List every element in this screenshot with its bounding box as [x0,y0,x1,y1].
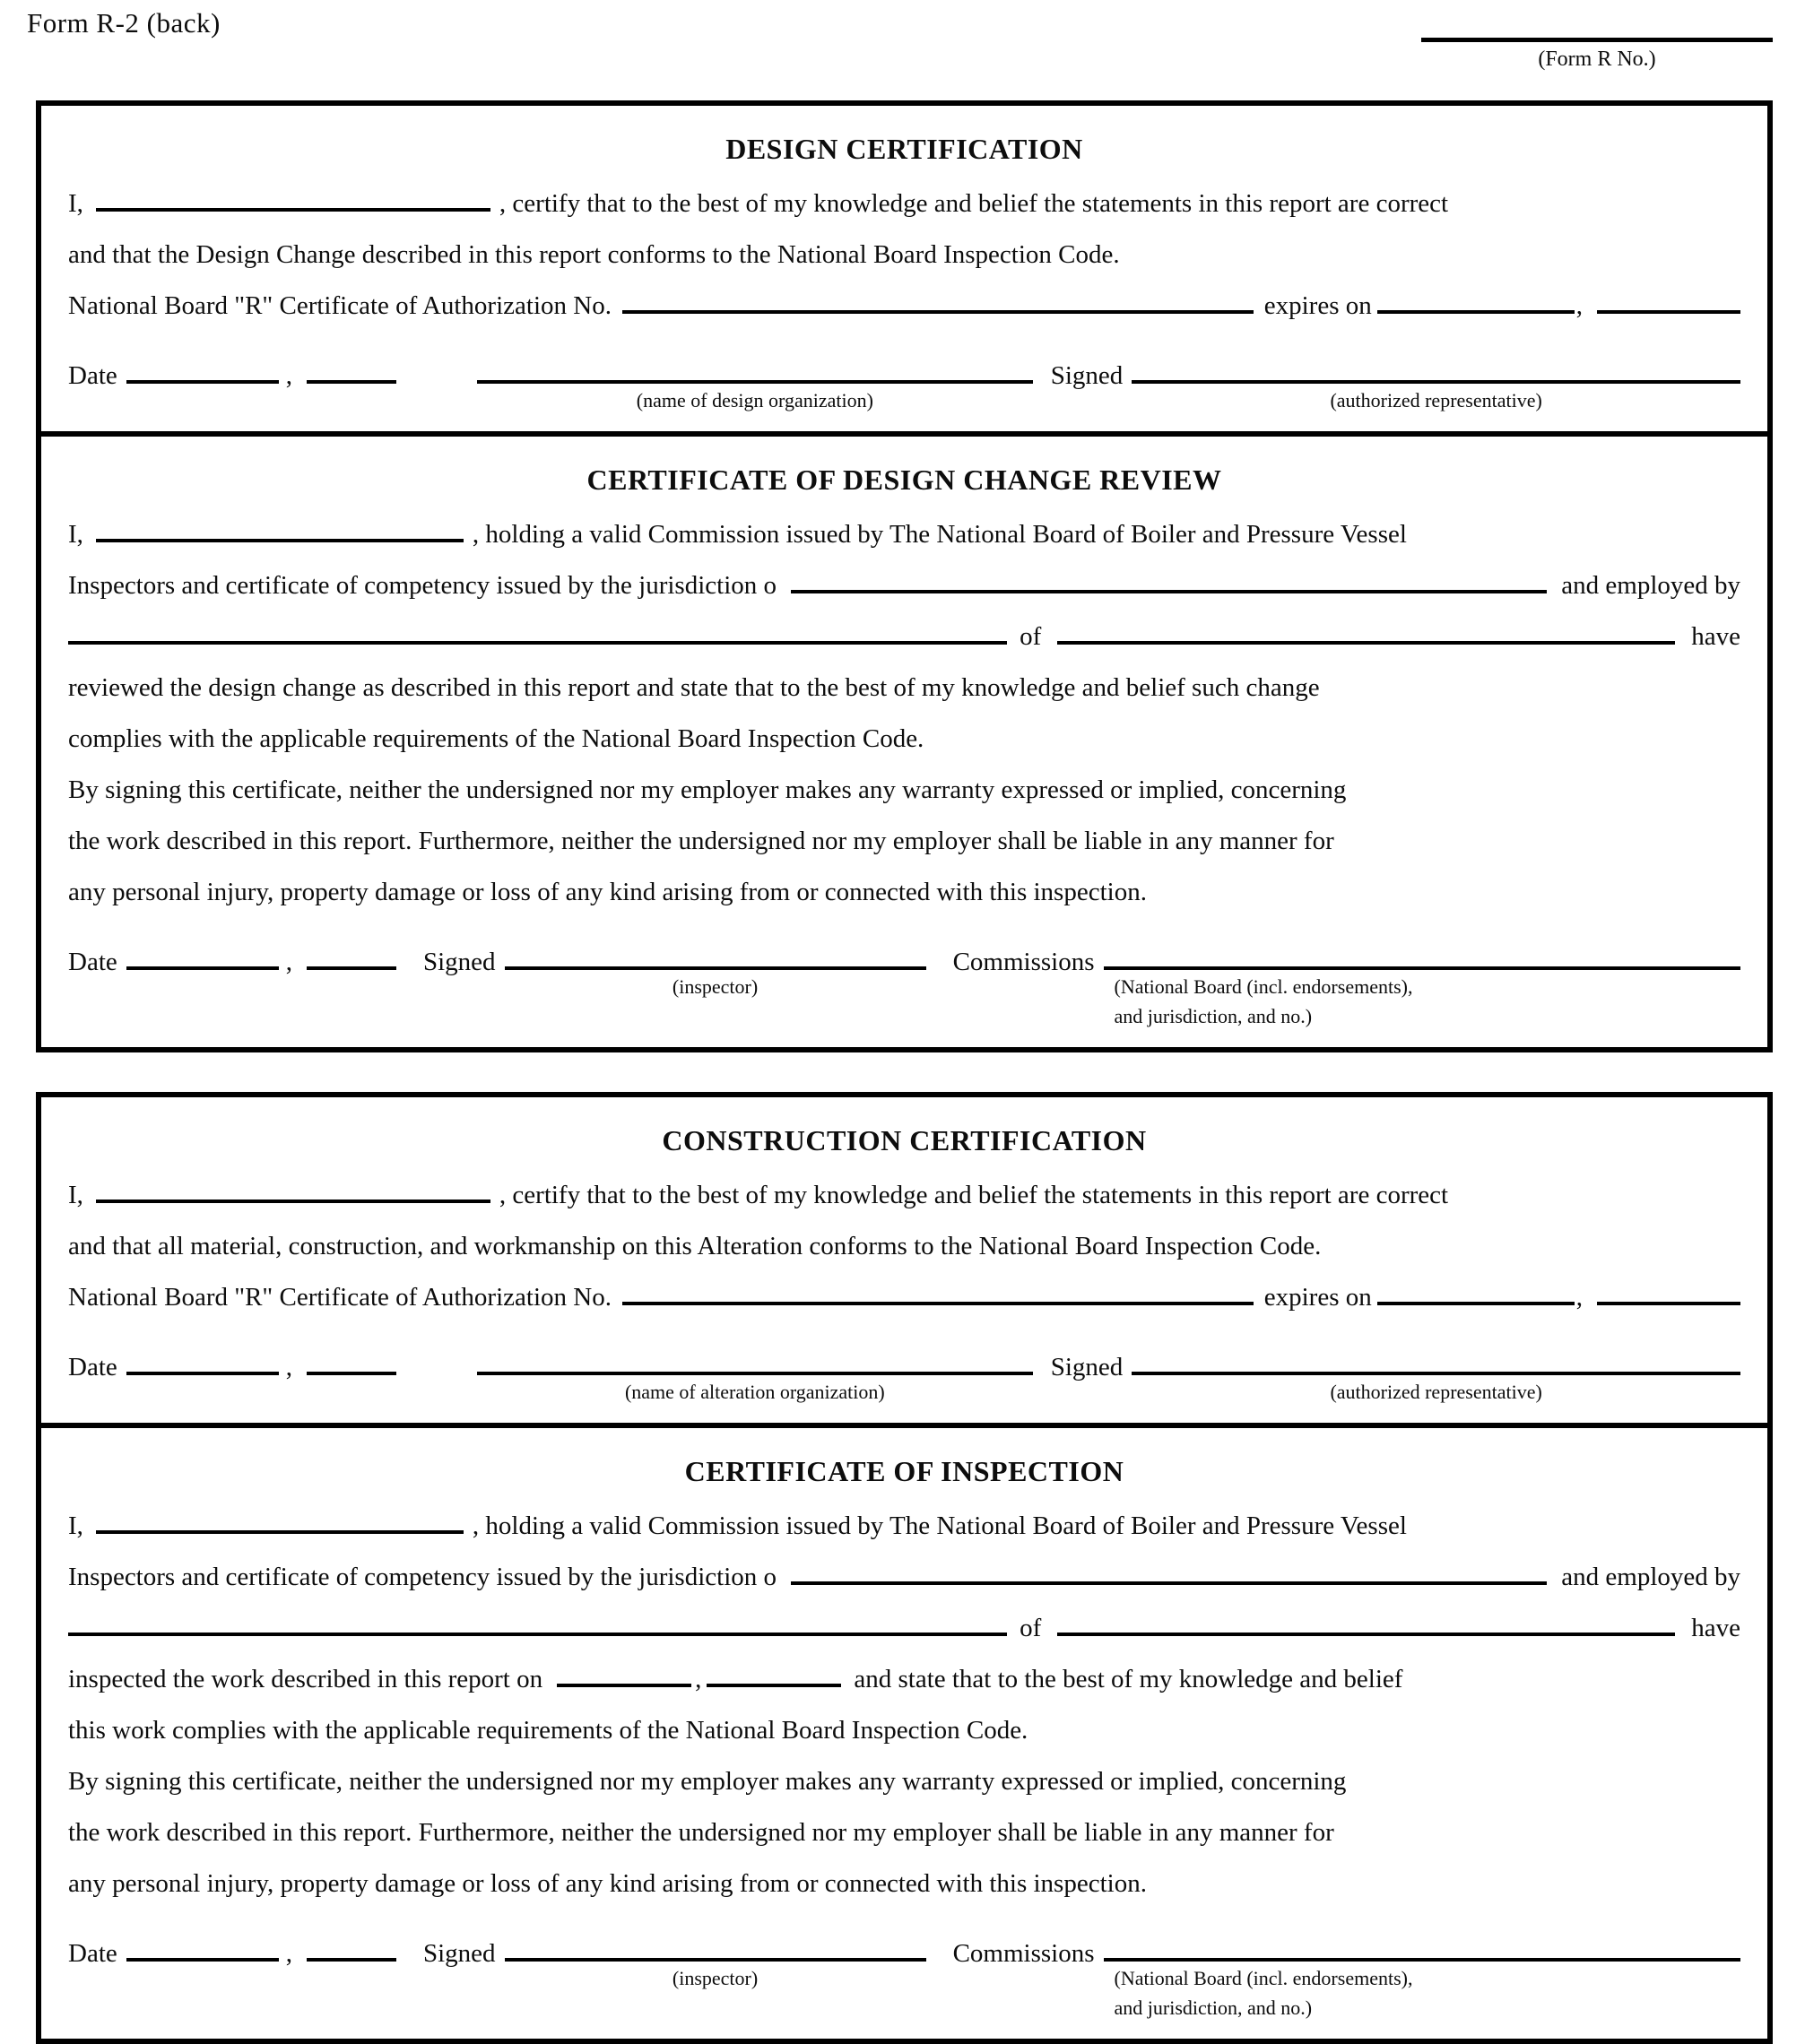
signature-row [68,941,1740,1029]
date-label: Date [68,1939,117,1968]
signature-row [68,1933,1740,2021]
commissions-field [1104,1933,1741,2021]
holding-text: , holding a valid Commission issued by The National Board of Boiler and Pressure Vessel [472,1511,1407,1540]
jurisdiction-text: Inspectors and certificate of competency issued by the jurisdiction o [68,1563,777,1591]
comma: , [1575,291,1583,320]
blank-date-year [307,1933,396,1962]
blank-signed [1132,355,1740,384]
blank-date [126,1933,279,1962]
blank-jurisdiction [791,1556,1547,1585]
page-header [0,0,1805,100]
commissions-caption-2: and jurisdiction, and no.) [1114,1005,1313,1027]
inspected-line [68,1654,1740,1705]
blank-date-year [307,1347,396,1375]
blank-employer [68,616,1007,645]
certificate-of-inspection-title: CERTIFICATE OF INSPECTION [684,1455,1124,1487]
jurisdiction-line [68,560,1740,611]
employer-line [68,1603,1740,1654]
design-organization-caption: (name of design organization) [636,389,873,411]
authorized-representative-field [1132,1347,1740,1405]
label-i: I, [68,1181,83,1209]
of-label: of [1020,1614,1042,1642]
form-label: Form R-2 (back) [27,7,221,39]
alteration-organization-caption: (name of alteration organization) [624,1381,885,1403]
blank-authorization-no [622,1277,1254,1305]
section-construction-certification [41,1124,1767,1423]
employed-by-label: and employed by [1561,1563,1740,1591]
comma: , [285,361,292,390]
expires-on-label: expires on [1263,291,1372,320]
blank-expires-date [1377,285,1575,314]
blank-date [126,355,279,384]
signed-label: Signed [423,1939,496,1968]
date-label: Date [68,1353,117,1381]
certify-line [68,1170,1740,1221]
blank-signed [1132,1347,1740,1375]
auth-no-label: National Board "R" Certificate of Authorization No. [68,1283,612,1312]
signed-label: Signed [423,948,496,976]
date-label: Date [68,948,117,976]
commissions-label: Commissions [952,948,1095,976]
blank-commissions [1104,941,1741,970]
complies-line: this work complies with the applicable requirements of the National Board Inspection Code. [68,1716,1028,1745]
blank-alteration-organization [477,1347,1033,1375]
warranty-line-3: any personal injury, property damage or loss of any kind arising from or connected with this inspection. [68,878,1147,906]
commissions-label: Commissions [952,1939,1095,1968]
blank-certifier-name [96,1174,490,1203]
inspected-pre: inspected the work described in this report on [68,1665,543,1693]
alteration-organization-field [477,1347,1033,1405]
comma: , [285,1939,292,1968]
blank-authorization-no [622,285,1254,314]
signed-label: Signed [1050,1353,1124,1381]
authorized-representative-caption: (authorized representative) [1330,389,1542,411]
blank-expires-date [1377,1277,1575,1305]
blank-inspector-signature [505,941,926,970]
employed-by-label: and employed by [1561,571,1740,600]
reviewed-line-1: reviewed the design change as described in this report and state that to the best of my knowledge and belief such change [68,673,1320,702]
authorization-line [68,281,1740,332]
design-organization-field [477,355,1033,413]
blank-date-year [307,355,396,384]
conforms-line: and that all material, construction, and workmanship on this Alteration conforms to the National Board Inspection Code. [68,1232,1322,1260]
certification-box-bottom [36,1092,1773,2044]
commissions-caption-1: (National Board (incl. endorsements), [1114,975,1413,998]
commissions-caption-1: (National Board (incl. endorsements), [1114,1967,1413,1989]
blank-design-organization [477,355,1033,384]
commissions-field [1104,941,1741,1029]
auth-no-label: National Board "R" Certificate of Authorization No. [68,291,612,320]
holding-line [68,1501,1740,1552]
commissions-caption-2: and jurisdiction, and no.) [1114,1996,1313,2019]
jurisdiction-line [68,1552,1740,1603]
blank-inspector-signature [505,1933,926,1962]
date-label: Date [68,361,117,390]
label-i: I, [68,520,83,549]
have-label: have [1691,622,1740,651]
of-label: of [1020,622,1042,651]
label-i: I, [68,1511,83,1540]
blank-expires-year [1597,285,1740,314]
jurisdiction-text: Inspectors and certificate of competency issued by the jurisdiction o [68,571,777,600]
construction-certification-title: CONSTRUCTION CERTIFICATION [662,1124,1147,1156]
form-no-caption: (Form R No.) [1538,48,1656,71]
section-design-certification [41,133,1767,431]
blank-employer-location [1057,616,1675,645]
authorization-line [68,1272,1740,1323]
have-label: have [1691,1614,1740,1642]
warranty-line-2: the work described in this report. Furthermore, neither the undersigned nor my employer shall be liable in any manner for [68,1818,1334,1847]
conforms-line: and that the Design Change described in this report conforms to the National Board Inspection Code. [68,240,1120,269]
authorized-representative-field [1132,355,1740,413]
comma: , [1575,1283,1583,1312]
comma: , [285,1353,292,1381]
blank-jurisdiction [791,565,1547,593]
inspector-caption: (inspector) [672,975,759,998]
inspector-caption: (inspector) [672,1967,759,1989]
employer-line [68,611,1740,663]
signature-row [68,1347,1740,1405]
design-change-review-title: CERTIFICATE OF DESIGN CHANGE REVIEW [586,463,1222,496]
warranty-line-3: any personal injury, property damage or loss of any kind arising from or connected with this inspection. [68,1869,1147,1898]
inspector-field [505,1933,926,1991]
label-i: I, [68,189,83,218]
comma: , [285,948,292,976]
form-no-block [1421,38,1773,72]
expires-on-label: expires on [1263,1283,1372,1312]
blank-employer-location [1057,1607,1675,1636]
warranty-line-1: By signing this certificate, neither the undersigned nor my employer makes any warranty expressed or implied, concerning [68,775,1347,804]
blank-inspection-year [707,1659,841,1687]
blank-expires-year [1597,1277,1740,1305]
blank-commissions [1104,1933,1741,1962]
holding-text: , holding a valid Commission issued by The National Board of Boiler and Pressure Vessel [472,520,1407,549]
blank-inspector-name [96,1505,464,1534]
signature-row [68,355,1740,413]
blank-date [126,1347,279,1375]
form-no-blank-line [1421,38,1773,42]
blank-inspector-name [96,514,464,542]
authorized-representative-caption: (authorized representative) [1330,1381,1542,1403]
certify-text: , certify that to the best of my knowledge and belief the statements in this report are correct [499,189,1449,218]
blank-date [126,941,279,970]
certify-text: , certify that to the best of my knowledge and belief the statements in this report are correct [499,1181,1449,1209]
section-certificate-of-inspection [41,1423,1767,2039]
warranty-line-2: the work described in this report. Furthermore, neither the undersigned nor my employer shall be liable in any manner for [68,827,1334,855]
blank-inspection-date [557,1659,691,1687]
reviewed-line-2: complies with the applicable requirements of the National Board Inspection Code. [68,724,924,753]
signed-label: Signed [1050,361,1124,390]
certification-box-top [36,100,1773,1052]
section-design-change-review [41,431,1767,1047]
blank-date-year [307,941,396,970]
comma: , [695,1665,702,1693]
inspected-post: and state that to the best of my knowledge and belief [854,1665,1403,1693]
design-certification-title: DESIGN CERTIFICATION [725,133,1083,165]
holding-line [68,509,1740,560]
warranty-line-1: By signing this certificate, neither the undersigned nor my employer makes any warranty expressed or implied, concerning [68,1767,1347,1796]
inspector-field [505,941,926,1000]
blank-certifier-name [96,183,490,212]
blank-employer [68,1607,1007,1636]
certify-line [68,178,1740,230]
